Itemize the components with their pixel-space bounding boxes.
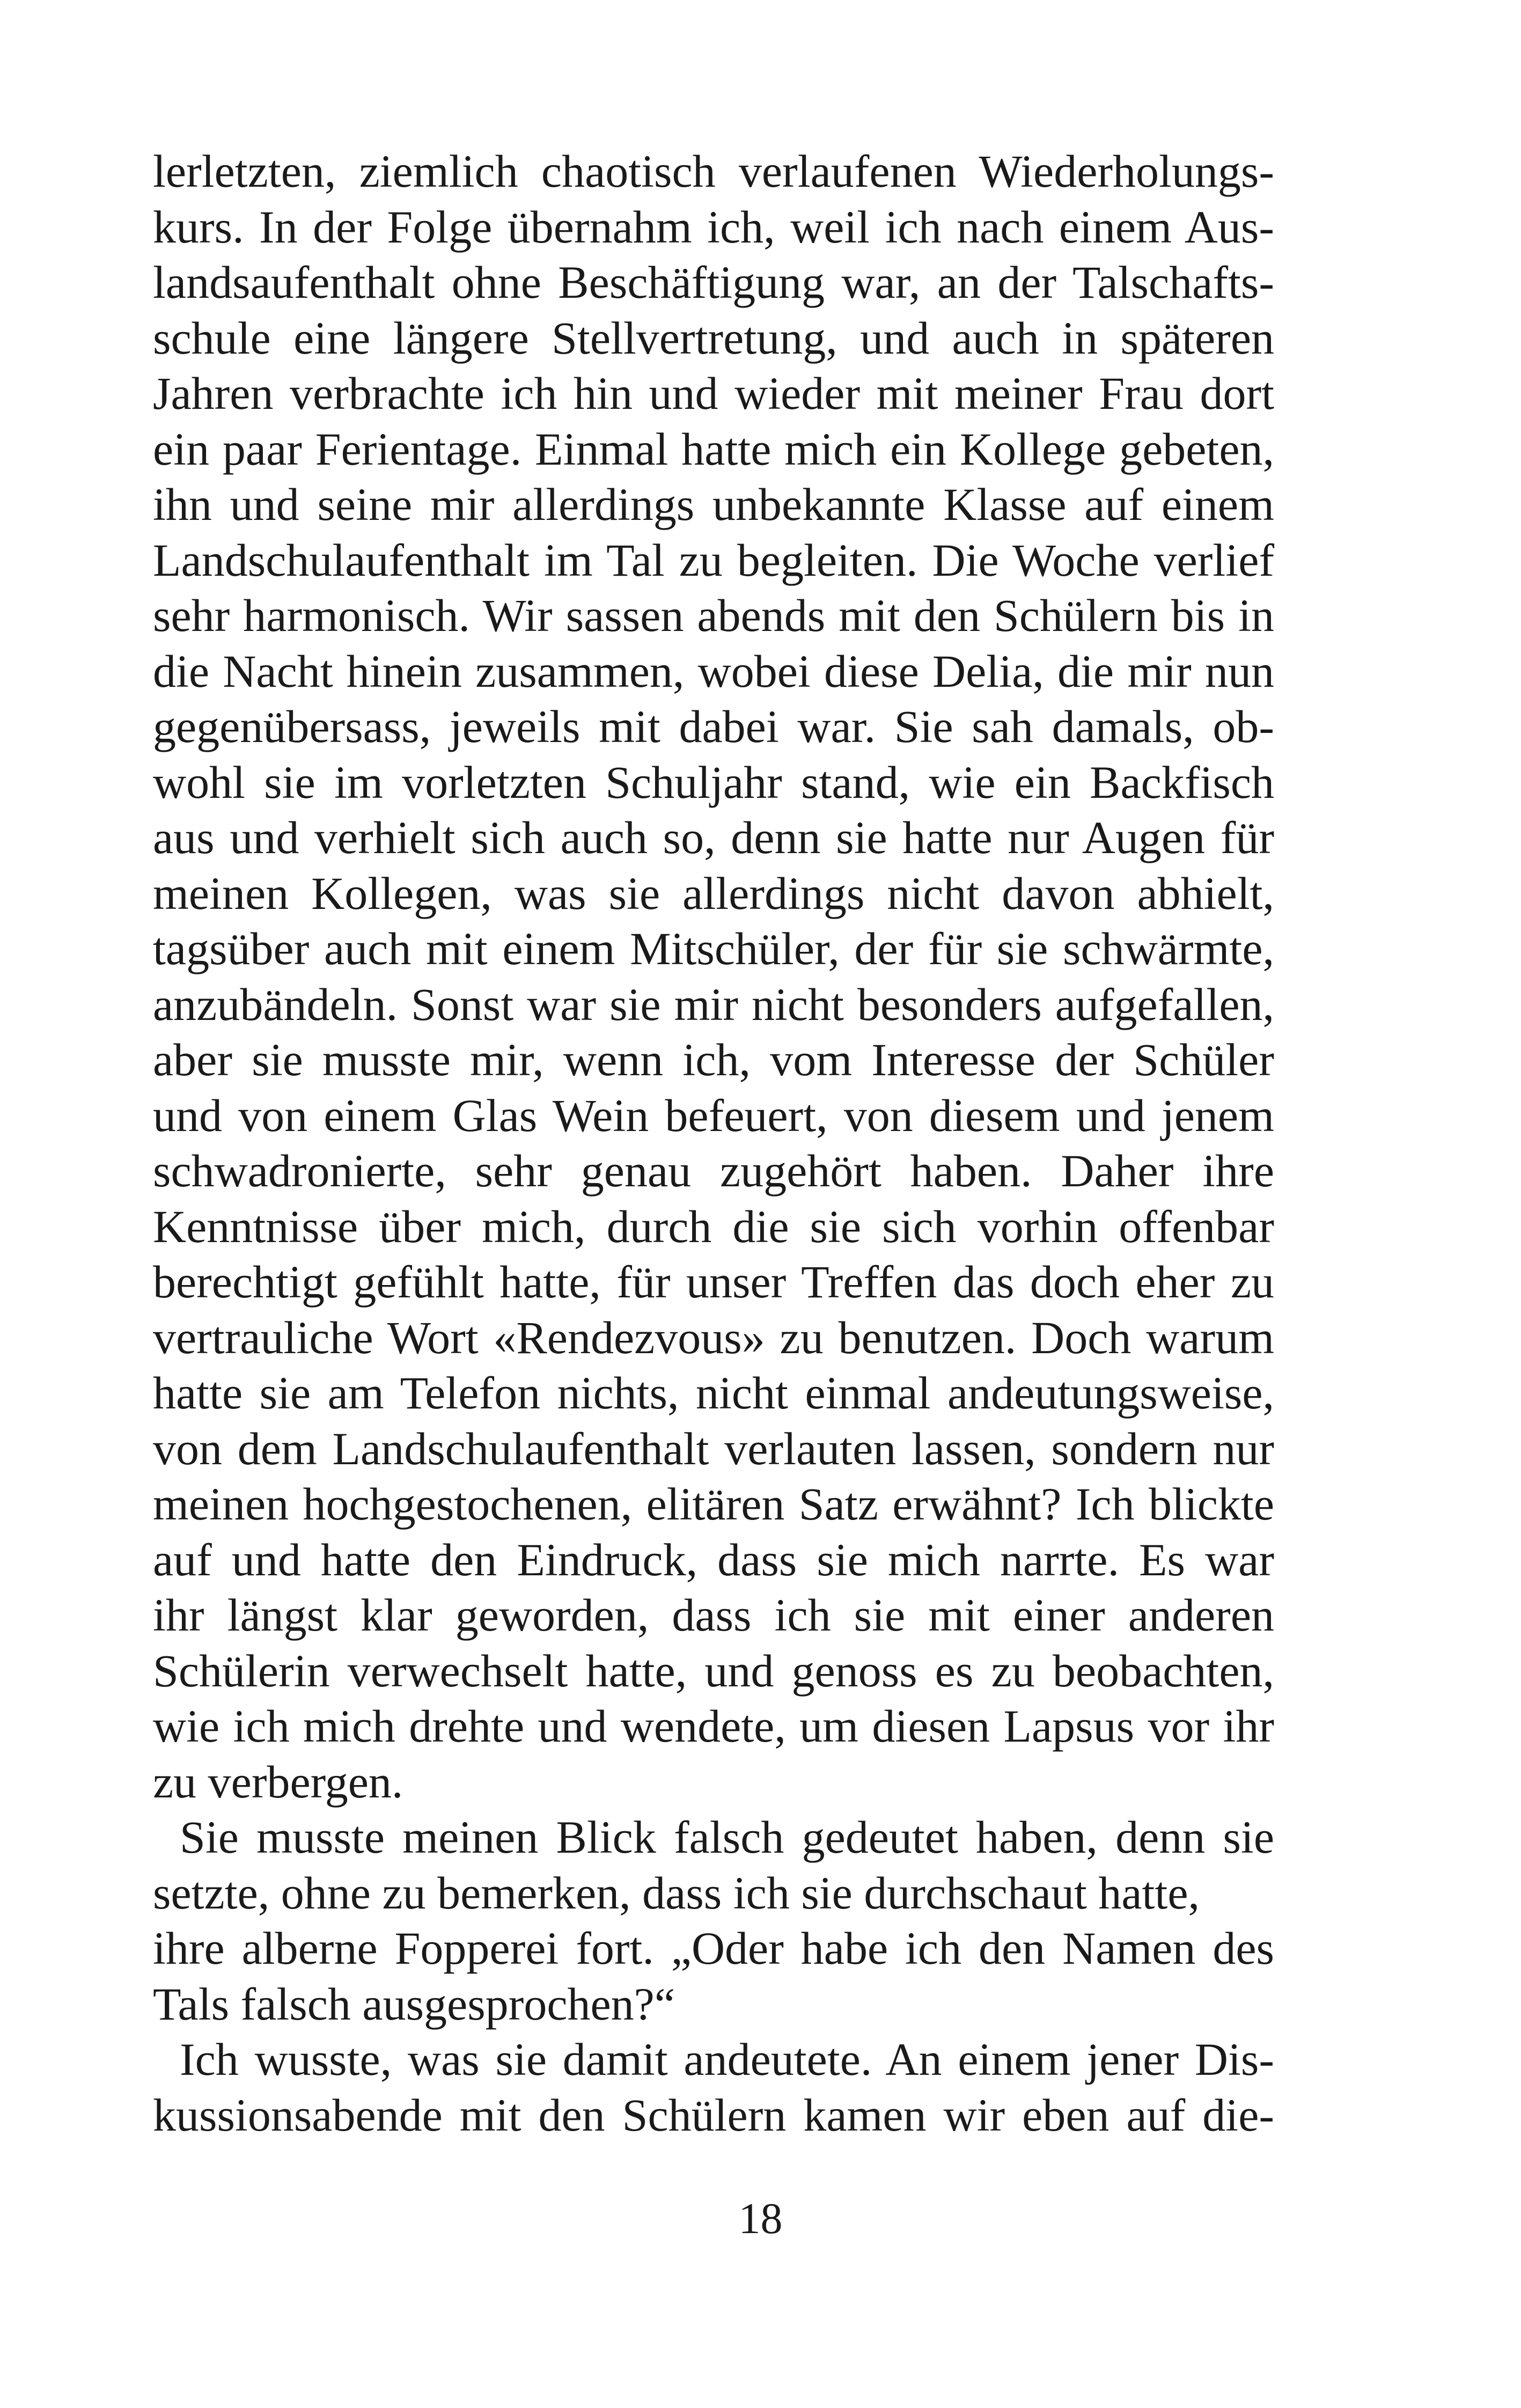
text-line: von dem Landschulaufenthalt verlauten lassen, sondern nur — [153, 1422, 1274, 1474]
text-line: setzte, ohne zu bemerken, dass ich sie durchschaut hatte, — [153, 1867, 1200, 1919]
text-line: sehr harmonisch. Wir sassen abends mit den Schülern bis in — [153, 590, 1274, 641]
text-line: ein paar Ferientage. Einmal hatte mich ein Kollege gebeten, — [153, 423, 1274, 475]
text-line: landsaufenthalt ohne Beschäftigung war, an der Talschafts- — [153, 256, 1274, 308]
text-line: die Nacht hinein zusammen, wobei diese Delia, die mir nun — [153, 645, 1274, 697]
text-line: Schülerin verwechselt hatte, und genoss es zu beobachten, — [153, 1645, 1274, 1697]
text-line: ihre alberne Fopperei fort. „Oder habe ich den Namen des — [153, 1922, 1274, 1974]
text-line: auf und hatte den Eindruck, dass sie mich narrte. Es war — [153, 1533, 1274, 1585]
paragraph — [153, 144, 1274, 1810]
text-line: Kenntnisse über mich, durch die sie sich vorhin offenbar — [153, 1200, 1274, 1252]
paragraph — [153, 1810, 1274, 2032]
text-line: kurs. In der Folge übernahm ich, weil ich nach einem Aus- — [153, 201, 1274, 253]
text-line: aber sie musste mir, wenn ich, vom Interesse der Schüler — [153, 1034, 1274, 1085]
text-line: schwadronierte, sehr genau zugehört haben. Daher ihre — [153, 1145, 1274, 1196]
text-line: Ich wusste, was sie damit andeutete. An einem jener Dis- — [180, 2033, 1274, 2085]
text-line: ihr längst klar geworden, dass ich sie mit einer anderen — [153, 1589, 1274, 1641]
text-line: schule eine längere Stellvertretung, und auch in späteren — [153, 312, 1274, 364]
text-line: und von einem Glas Wein befeuert, von diesem und jenem — [153, 1089, 1274, 1141]
text-line: tagsüber auch mit einem Mitschüler, der für sie schwärmte, — [153, 923, 1274, 974]
text-line: anzubändeln. Sonst war sie mir nicht besonders aufgefallen, — [153, 978, 1274, 1030]
text-line: Sie musste meinen Blick falsch gedeutet haben, denn sie — [180, 1811, 1274, 1863]
text-line: lerletzten, ziemlich chaotisch verlaufenen Wiederholungs- — [153, 145, 1274, 197]
text-line: hatte sie am Telefon nichts, nicht einmal andeutungsweise, — [153, 1367, 1274, 1419]
page-number: 18 — [738, 2194, 783, 2243]
text-line: wie ich mich drehte und wendete, um diesen Lapsus vor ihr — [153, 1700, 1274, 1752]
text-line: zu verbergen. — [153, 1756, 403, 1808]
text-line: Jahren verbrachte ich hin und wieder mit meiner Frau dort — [153, 368, 1274, 419]
text-line: ihn und seine mir allerdings unbekannte Klasse auf einem — [153, 479, 1274, 530]
text-line: gegenübersass, jeweils mit dabei war. Sie sah damals, ob- — [153, 701, 1274, 752]
text-line: Landschulaufenthalt im Tal zu begleiten. Die Woche verlief — [153, 534, 1274, 586]
text-line: meinen Kollegen, was sie allerdings nicht davon abhielt, — [153, 867, 1274, 919]
text-line: meinen hochgestochenen, elitären Satz erwähnt? Ich blickte — [153, 1478, 1274, 1530]
text-line: vertrauliche Wort «Rendezvous» zu benutzen. Doch warum — [153, 1311, 1274, 1363]
text-line: kussionsabende mit den Schülern kamen wir eben auf die- — [153, 2089, 1274, 2141]
body-text — [153, 144, 1274, 2143]
paragraph — [153, 2032, 1274, 2143]
text-line: Tals falsch ausgesprochen?“ — [153, 1978, 675, 2030]
text-line: aus und verhielt sich auch so, denn sie hatte nur Augen für — [153, 812, 1274, 863]
text-line: berechtigt gefühlt hatte, für unser Treffen das doch eher zu — [153, 1256, 1274, 1308]
text-line: wohl sie im vorletzten Schuljahr stand, wie ein Backfisch — [153, 756, 1274, 808]
